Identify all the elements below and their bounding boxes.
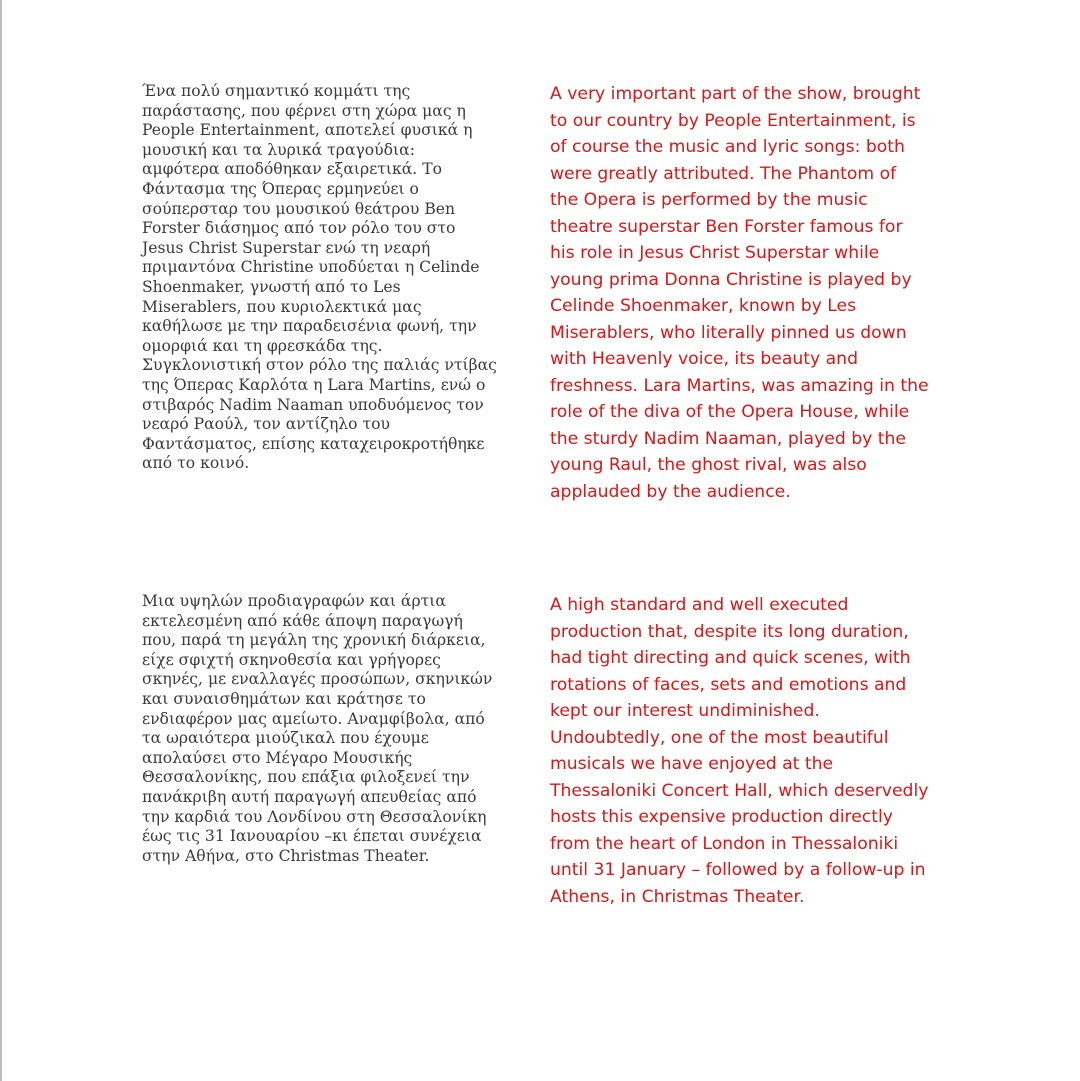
english-translation-paragraph-1: A very important part of the show, brought to our country by People Entertainment, is of course the music and lyric songs: both were greatly attributed. The Phantom of the Opera is performed by the music theatre superstar Ben Forster famous for his role in Jesus Christ Superstar while young prima Donna Christine is played by Celinde Shoenmaker, known by Les Miserablers, who literally pinned us down with Heavenly voice, its beauty and freshness. Lara Martins, was amazing in the role of the diva of the Opera House, while the sturdy Nadim Naaman, played by the young Raul, the ghost rival, was also applauded by the audience.	[550, 84, 929, 502]
document-page	[2, 0, 1080, 1081]
greek-paragraph-2: Μια υψηλών προδιαγραφών και άρτια εκτελεσμένη από κάθε άποψη παραγωγή που, παρά τη μεγάλη της χρονική διάρκεια, είχε σφιχτή σκηνοθεσία και γρήγορες σκηνές, με εναλλαγές προσώπων, σκηνικών και συναισθημάτων και κράτησε το ενδιαφέρον μας αμείωτο. Αναμφίβολα, από τα ωραιότερα μιούζικαλ που έχουμε απολαύσει στο Μέγαρο Μουσικής Θεσσαλονίκης, που επάξια φιλοξενεί την πανάκριβη αυτή παραγωγή απευθείας από την καρδιά του Λονδίνου στη Θεσσαλονίκη έως τις 31 Ιανουαρίου –κι έπεται συνέχεια στην Αθήνα, στο Christmas Theater.	[142, 592, 493, 865]
english-translation-paragraph-2: A high standard and well executed production that, despite its long duration, had tight directing and quick scenes, with rotations of faces, sets and emotions and kept our interest undiminished. Undoubtedly, one of the most beautiful musicals we have enjoyed at the Thessaloniki Concert Hall, which deservedly hosts this expensive production directly from the heart of London in Thessaloniki until 31 January – followed by a follow-up in Athens, in Christmas Theater.	[550, 595, 929, 907]
greek-paragraph-1: Ένα πολύ σημαντικό κομμάτι της παράστασης, που φέρνει στη χώρα μας η People Entertainment, αποτελεί φυσικά η μουσική και τα λυρικά τραγούδια: αμφότερα αποδόθηκαν εξαιρετικά. Το Φάντασμα της Όπερας ερμηνεύει ο σούπερσταρ του μουσικού θεάτρου Ben Forster διάσημος από τον ρόλο του στο Jesus Christ Superstar ενώ τη νεαρή πριμαντόνα Christine υποδύεται η Celinde Shoenmaker, γνωστή από το Les Miserablers, που κυριολεκτικά μας καθήλωσε με την παραδεισένια φωνή, την ομορφιά και τη φρεσκάδα της. Συγκλονιστική στον ρόλο της παλιάς ντίβας της Όπερας Καρλότα η Lara Martins, ενώ ο στιβαρός Nadim Naaman υποδυόμενος τον νεαρό Ραούλ, τον αντίζηλο του Φαντάσματος, επίσης καταχειροκροτήθηκε από το κοινό.	[142, 82, 497, 473]
